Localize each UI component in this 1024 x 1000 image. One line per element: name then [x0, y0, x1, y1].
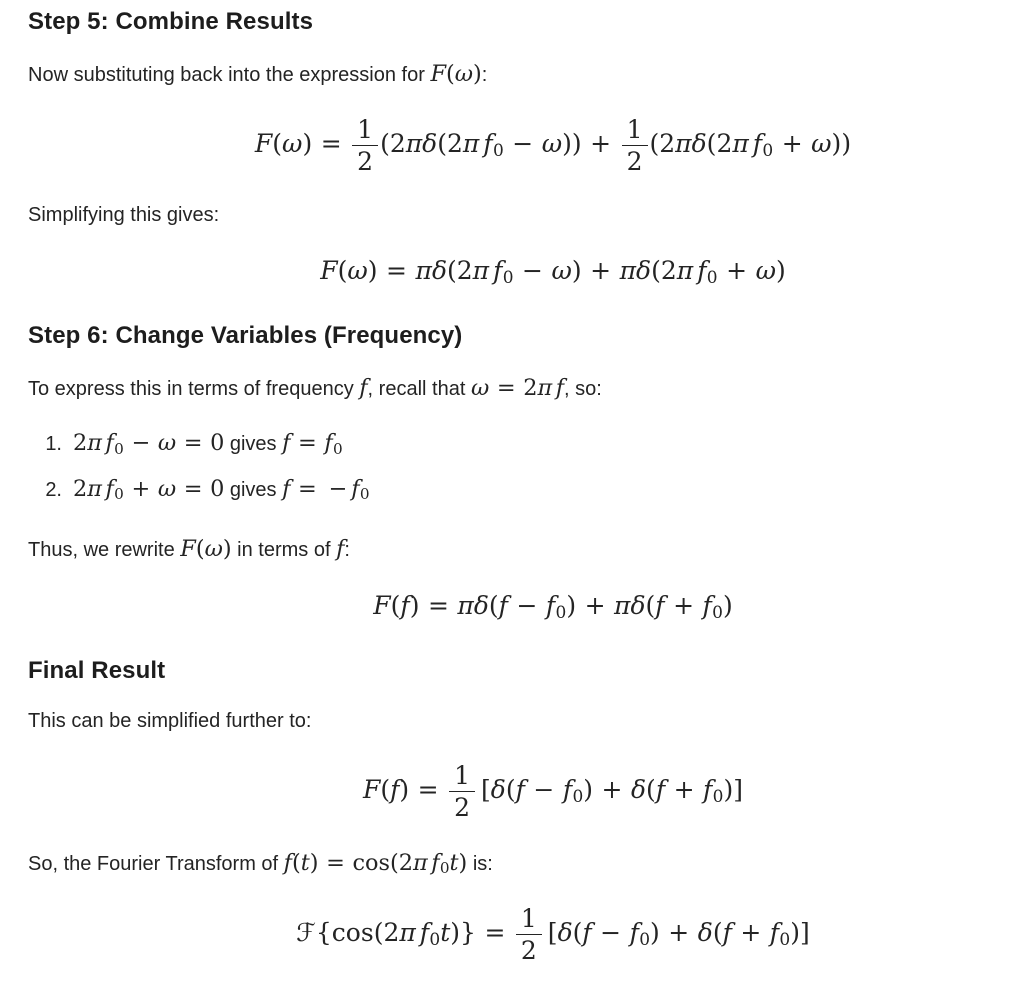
- simplifying-label-paragraph: Simplifying this gives:: [28, 203, 220, 226]
- step5-intro-paragraph: Now substituting back into the expression for F(ω):: [28, 61, 488, 87]
- case-item-1-number: 1.: [45, 433, 62, 456]
- formula-frequency-domain: F(f) = πδ(f − f0) + πδ(f + f0): [373, 591, 733, 624]
- rewrite-paragraph: Thus, we rewrite F(ω) in terms of f:: [28, 535, 350, 562]
- case-list: [28, 430, 996, 503]
- final-result-heading: Final Result: [28, 657, 166, 685]
- formula-half-sum: F(f) = $\frac{1}{2}$ [δ(f − f0) + δ(f + f0)]: [363, 761, 743, 822]
- formula-simplified-omega: F(ω) = πδ(2π f0 − ω) + πδ(2π f0 + ω): [320, 255, 786, 288]
- case-item-2-number: 2.: [45, 478, 62, 501]
- conclusion-paragraph: So, the Fourier Transform of f(t) = cos(2π f0t) is:: [28, 849, 493, 877]
- formula-combined-halves: F(ω) = $\frac{1}{2}$ (2πδ(2π f0 − ω)) + $\frac{1}{2}$ (2πδ(2π f0 + ω)): [254, 115, 852, 176]
- case-item-2-content: 2π f0 + ω = 0 gives f = − f0: [73, 475, 370, 503]
- formula-fourier-transform: ℱ{cos(2π f0t)} = $\frac{1}{2}$ [δ(f − f0) + δ(f + f0)]: [296, 904, 810, 965]
- simplified-further-paragraph: This can be simplified further to:: [28, 710, 312, 733]
- case-item-1: [40, 430, 996, 457]
- case-item-1-content: 2π f0 − ω = 0 gives f = f0: [73, 430, 343, 458]
- step6-intro-paragraph: To express this in terms of frequency f, recall that ω = 2π f, so:: [28, 374, 602, 401]
- step5-heading: Step 5: Combine Results: [28, 8, 314, 35]
- case-item-2: [40, 476, 996, 503]
- step6-heading: Step 6: Change Variables (Frequency): [28, 321, 463, 349]
